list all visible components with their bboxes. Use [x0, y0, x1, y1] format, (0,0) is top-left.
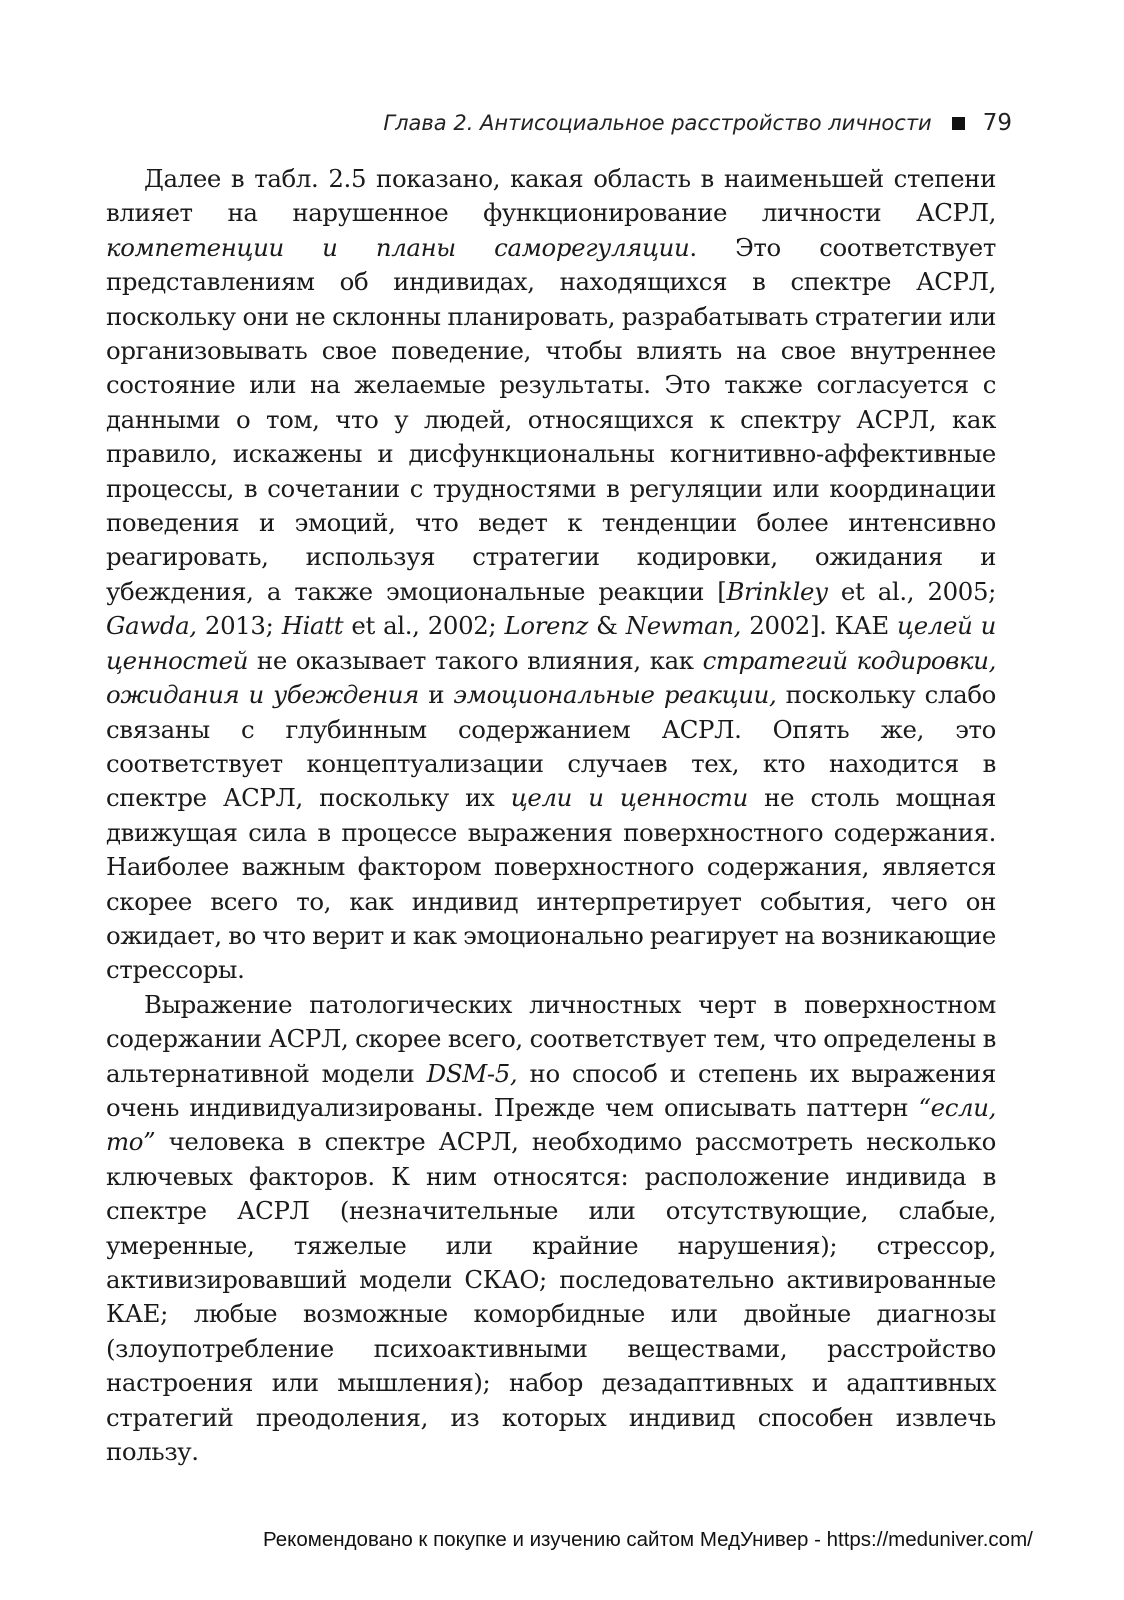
text-run: et al., 2005; — [827, 576, 997, 606]
text-run: 2002]. КАЕ — [741, 611, 898, 641]
text-run: . Это соответствует представлениям об индивидах, находящихся в спектре АСРЛ, поскольку они не склонны планировать, разрабатывать стратегии или организовывать свое поведение, чтобы влиять на свое внутреннее состояние или на желаемые результаты. Это также согласуется с данными о том, что у людей, относящихся к спектру АСРЛ, как правило, искажены и дисфункциональны когнитивно-аффективные процессы, в сочетании с трудностями в регуляции или координации поведения и эмоций, что ведет к тенденции более интенсивно реагировать, используя стратегии кодировки, ожидания и убеждения, а также эмоциональные реакции [ — [106, 232, 996, 606]
running-header — [383, 110, 1012, 136]
text-run: 2013; — [196, 611, 282, 641]
text-run: но способ и степень их выражения очень индивидуализированы. Прежде чем описывать паттерн — [106, 1058, 997, 1122]
italic-run: DSM-5, — [426, 1058, 518, 1088]
footer-recommendation: Рекомендовано к покупке и изучению сайтом МедУнивер - https://meduniver.com/ — [263, 1528, 1033, 1551]
body-text — [106, 162, 996, 1469]
text-run: Далее в табл. 2.5 показано, какая область в наименьшей степени влияет на нарушенное функционирование личности АСРЛ, — [106, 164, 996, 228]
italic-run: Gawda, — [106, 611, 197, 641]
italic-run: Brinkley — [726, 576, 828, 606]
italic-run: “если, то” — [106, 1092, 996, 1157]
text-run: Выражение патологических личностных черт в поверхностном содержании АСРЛ, скорее всего, соответствует тем, что определены в альтернативной модели — [106, 989, 996, 1088]
text-run: не столь мощная движущая сила в процессе выражения поверхностного содержания. Наиболее важным фактором поверхностного содержания, является скорее всего то, как индивид интерпретирует события, чего он ожидает, во что верит и как эмоционально реагирует на возникающие стрессоры. — [106, 783, 996, 985]
italic-run: цели и ценности — [510, 783, 748, 813]
italic-run: эмоциональные реакции, — [453, 680, 777, 710]
page-number: 79 — [982, 110, 1012, 136]
italic-run: Hiatt — [281, 611, 344, 641]
text-run: человека в спектре АСРЛ, необходимо рассмотреть несколько ключевых факторов. К ним относятся: расположение индивида в спектре АСРЛ (незначительные или отсутствующие, слабые, умеренные, тяжелые или крайние нарушения); стрессор, активизировавший модели СКАО; последовательно активированные КАЕ; любые возможные коморбидные или двойные диагнозы (злоупотребление психоактивными веществами, расстройство настроения или мышления); набор дезадаптивных и адаптивных стратегий преодоления, из которых индивид способен извлечь пользу. — [106, 1127, 996, 1467]
chapter-title: Глава 2. Антисоциальное расстройство личности — [383, 111, 932, 135]
italic-run: компетенции и планы саморегуляции — [106, 232, 690, 262]
text-run: & — [587, 611, 626, 641]
text-run: не оказывает такого влияния, как — [248, 645, 703, 675]
italic-run: стратегий кодировки, ожидания и убеждения — [106, 645, 996, 710]
italic-run: Newman, — [625, 611, 742, 641]
square-bullet-icon — [952, 117, 965, 130]
paragraph-1 — [106, 162, 996, 988]
text-run: и — [418, 680, 454, 710]
text-run: et al., 2002; — [343, 611, 505, 641]
paragraph-2 — [106, 988, 996, 1470]
italic-run: Lorenz — [504, 611, 588, 641]
italic-run: целей и ценностей — [106, 611, 996, 675]
text-run: поскольку слабо связаны с глубинным содержанием АСРЛ. Опять же, это соответствует концептуализации случаев тех, кто находится в спектре АСРЛ, поскольку их — [106, 680, 996, 813]
